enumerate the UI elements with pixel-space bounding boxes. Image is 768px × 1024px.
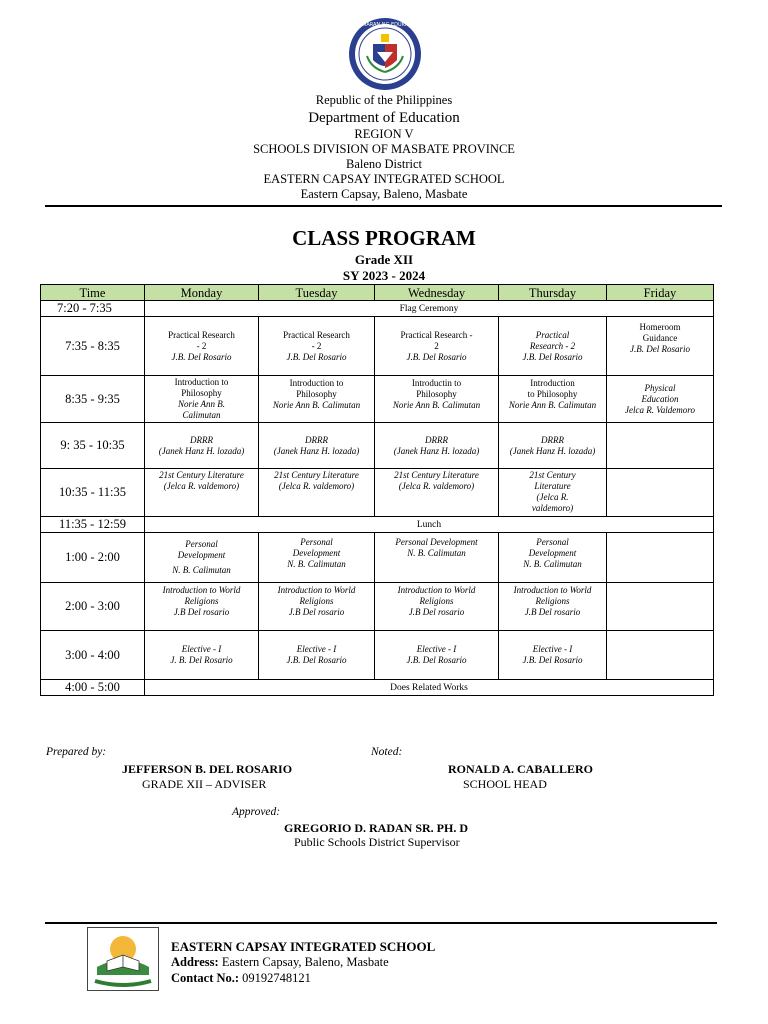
class-cell bbox=[145, 533, 259, 583]
subject-name: Personal bbox=[185, 539, 218, 549]
teacher-name: J.B Del rosario bbox=[288, 607, 345, 617]
subject-name: Personal bbox=[536, 537, 569, 547]
teacher-name: N. B. Calimutan bbox=[287, 559, 346, 569]
teacher-name: J.B. Del Rosario bbox=[522, 655, 583, 665]
teacher-name: (Janek Hanz H. lozada) bbox=[158, 445, 245, 456]
subject-name-cont: Development bbox=[292, 548, 341, 558]
prepared-by-name: JEFFERSON B. DEL ROSARIO bbox=[122, 762, 293, 776]
time-cell: 7:35 - 8:35 bbox=[41, 317, 145, 376]
class-cell bbox=[375, 376, 499, 423]
subject-name-cont: Philosophy bbox=[181, 388, 222, 398]
district-line: Baleno District bbox=[345, 157, 423, 171]
time-cell: 8:35 - 9:35 bbox=[41, 376, 145, 423]
teacher-name: J.B Del rosario bbox=[408, 607, 465, 617]
subject-name: Personal bbox=[300, 537, 333, 547]
teacher-name: (Janek Hanz H. lozada) bbox=[393, 445, 480, 456]
table-row bbox=[41, 317, 714, 376]
contact-label: Contact No.: bbox=[171, 971, 240, 985]
subject-name: 21st Century bbox=[529, 470, 576, 480]
time-cell: 9: 35 - 10:35 bbox=[41, 423, 145, 469]
subject-name-cont: Guidance bbox=[642, 333, 678, 343]
school-year: SY 2023 - 2024 bbox=[342, 268, 426, 283]
teacher-name: Norie Ann B. Calimutan bbox=[272, 400, 361, 410]
subject-name-cont: Religions bbox=[299, 596, 334, 606]
subject-name-cont: Religions bbox=[184, 596, 219, 606]
class-cell bbox=[375, 469, 499, 517]
class-cell bbox=[145, 317, 259, 376]
table-row bbox=[41, 469, 714, 517]
table-row bbox=[41, 583, 714, 631]
class-cell bbox=[145, 423, 259, 469]
teacher-name: Norie Ann B. bbox=[177, 399, 226, 409]
teacher-name: Norie Ann B. Calimutan bbox=[392, 400, 481, 410]
class-schedule-table bbox=[40, 284, 714, 696]
class-cell bbox=[499, 317, 607, 376]
class-cell bbox=[259, 583, 375, 631]
noted-role: SCHOOL HEAD bbox=[463, 777, 547, 791]
subject-name-cont: - 2 bbox=[196, 340, 207, 351]
teacher-name: J.B. Del Rosario bbox=[522, 351, 583, 362]
teacher-name: J.B Del rosario bbox=[173, 607, 230, 617]
teacher-name-cont: valdemoro) bbox=[531, 503, 574, 513]
division-line: SCHOOLS DIVISION OF MASBATE PROVINCE bbox=[253, 142, 515, 156]
subject-name: Practical Research bbox=[168, 329, 235, 340]
school-line: EASTERN CAPSAY INTEGRATED SCHOOL bbox=[263, 172, 505, 186]
subject-name-cont: Research - 2 bbox=[529, 340, 576, 351]
subject-name: Personal Development bbox=[395, 537, 478, 547]
table-row bbox=[41, 423, 714, 469]
class-cell bbox=[499, 533, 607, 583]
subject-name: Introduction to World bbox=[277, 585, 356, 595]
location-line: Eastern Capsay, Baleno, Masbate bbox=[300, 187, 468, 201]
time-cell: 7:20 - 7:35 bbox=[41, 301, 145, 317]
class-cell bbox=[375, 583, 499, 631]
subject-name: Homeroom bbox=[639, 322, 681, 332]
teacher-name: (Janek Hanz H. lozada) bbox=[273, 445, 360, 456]
class-cell bbox=[499, 376, 607, 423]
school-logo bbox=[87, 927, 159, 991]
contact-value: 09192748121 bbox=[242, 971, 311, 985]
subject-name: Elective - I bbox=[532, 644, 573, 654]
subject-name-cont: Philosophy bbox=[416, 389, 457, 399]
table-row bbox=[41, 517, 714, 533]
subject-name: Practical Research - bbox=[400, 329, 473, 340]
table-row bbox=[41, 301, 714, 317]
class-cell bbox=[499, 583, 607, 631]
time-cell: 2:00 - 3:00 bbox=[41, 583, 145, 631]
subject-name: Practical bbox=[535, 329, 570, 340]
class-cell bbox=[145, 583, 259, 631]
subject-name: 21st Century Literature bbox=[394, 470, 479, 480]
teacher-name: (Jelca R. valdemoro) bbox=[278, 481, 355, 491]
subject-name: Practical Research bbox=[283, 329, 350, 340]
approved-name: GREGORIO D. RADAN SR. PH. D bbox=[284, 821, 469, 835]
teacher-name: J.B. Del Rosario bbox=[406, 655, 467, 665]
col-header-wednesday: Wednesday bbox=[375, 285, 499, 301]
prepared-by-label: Prepared by: bbox=[46, 746, 107, 758]
footer-contact bbox=[171, 971, 311, 986]
class-cell bbox=[145, 469, 259, 517]
empty-cell bbox=[607, 533, 714, 583]
subject-name-cont: 2 bbox=[434, 340, 439, 351]
subject-name-cont: Education bbox=[641, 393, 679, 404]
col-header-time: Time bbox=[41, 285, 145, 301]
approved-label: Approved: bbox=[232, 806, 281, 818]
deped-seal bbox=[347, 16, 423, 92]
subject-name: Introduction bbox=[530, 378, 575, 388]
header-divider bbox=[45, 205, 722, 207]
subject-name-cont: Development bbox=[177, 550, 226, 560]
subject-name-cont: - 2 bbox=[311, 340, 322, 351]
teacher-name: N. B. Calimutan bbox=[523, 559, 582, 569]
teacher-name: J.B. Del Rosario bbox=[630, 344, 690, 354]
col-header-friday: Friday bbox=[607, 285, 714, 301]
subject-name: 21st Century Literature bbox=[274, 470, 359, 480]
subject-name-cont: Religions bbox=[419, 596, 454, 606]
teacher-name: (Janek Hanz H. lozada) bbox=[509, 445, 596, 456]
table-row bbox=[41, 680, 714, 696]
subject-name: Physical bbox=[644, 382, 676, 393]
footer-divider bbox=[45, 922, 717, 924]
flag-ceremony-cell: Flag Ceremony bbox=[145, 301, 714, 317]
empty-cell bbox=[607, 469, 714, 517]
subject-name-cont: Literature bbox=[534, 481, 571, 491]
teacher-name: Norie Ann B. Calimutan bbox=[508, 400, 597, 410]
time-cell: 4:00 - 5:00 bbox=[41, 680, 145, 696]
department-name: Department of Education bbox=[308, 110, 460, 126]
empty-cell bbox=[607, 631, 714, 680]
class-cell bbox=[499, 423, 607, 469]
teacher-name: N. B. Calimutan bbox=[407, 548, 466, 558]
subject-name: DRRR bbox=[425, 434, 448, 445]
subject-name-cont: to Philosophy bbox=[527, 389, 578, 399]
subject-name-cont: Philosophy bbox=[296, 389, 337, 399]
class-cell bbox=[259, 423, 375, 469]
class-cell bbox=[607, 376, 714, 423]
teacher-name: J. B. Del Rosario bbox=[170, 655, 233, 665]
subject-name: Introduction to bbox=[289, 378, 344, 388]
table-row bbox=[41, 533, 714, 583]
class-cell bbox=[259, 631, 375, 680]
teacher-name: (Jelca R. bbox=[536, 492, 569, 502]
subject-name: 21st Century Literature bbox=[159, 470, 244, 480]
teacher-name: Jelca R. Valdemoro bbox=[625, 404, 695, 415]
subject-name: Elective - I bbox=[296, 644, 337, 654]
class-cell bbox=[499, 469, 607, 517]
col-header-tuesday: Tuesday bbox=[259, 285, 375, 301]
document-title: CLASS PROGRAM bbox=[292, 226, 476, 250]
address-label: Address: bbox=[171, 955, 219, 969]
table-row bbox=[41, 376, 714, 423]
class-cell bbox=[607, 317, 714, 376]
time-cell: 10:35 - 11:35 bbox=[41, 469, 145, 517]
subject-name: Elective - I bbox=[416, 644, 457, 654]
subject-name: DRRR bbox=[541, 434, 564, 445]
teacher-name: (Jelca R. valdemoro) bbox=[398, 481, 475, 491]
class-cell bbox=[259, 317, 375, 376]
address-value: Eastern Capsay, Baleno, Masbate bbox=[221, 955, 389, 969]
subject-name-cont: Development bbox=[528, 548, 577, 558]
footer-school-name: EASTERN CAPSAY INTEGRATED SCHOOL bbox=[171, 939, 436, 954]
class-cell bbox=[145, 631, 259, 680]
class-cell bbox=[375, 533, 499, 583]
subject-name: Introduction to bbox=[174, 377, 229, 387]
class-cell bbox=[145, 376, 259, 423]
class-cell bbox=[375, 317, 499, 376]
col-header-monday: Monday bbox=[145, 285, 259, 301]
prepared-by-role: GRADE XII – ADVISER bbox=[142, 777, 267, 791]
teacher-name: J.B. Del Rosario bbox=[406, 351, 467, 362]
republic-line: Republic of the Philippines bbox=[315, 93, 453, 107]
subject-name: Elective - I bbox=[181, 644, 222, 654]
time-cell: 1:00 - 2:00 bbox=[41, 533, 145, 583]
class-cell bbox=[259, 376, 375, 423]
subject-name-cont: Religions bbox=[535, 596, 570, 606]
region-line: REGION V bbox=[354, 127, 414, 141]
class-cell bbox=[375, 423, 499, 469]
teacher-name: N. B. Calimutan bbox=[172, 565, 231, 575]
svg-text:KAGAWARAN NG EDUKASYON: KAGAWARAN NG EDUKASYON bbox=[348, 22, 422, 28]
class-cell bbox=[499, 631, 607, 680]
approved-role: Public Schools District Supervisor bbox=[294, 835, 460, 849]
noted-name: RONALD A. CABALLERO bbox=[448, 762, 594, 776]
footer-address bbox=[171, 955, 389, 970]
subject-name: Introduction to World bbox=[397, 585, 476, 595]
table-header-row bbox=[41, 285, 714, 301]
teacher-name: J.B. Del Rosario bbox=[286, 655, 347, 665]
subject-name: Introduction to World bbox=[162, 585, 241, 595]
col-header-thursday: Thursday bbox=[499, 285, 607, 301]
subject-name: Introductin to bbox=[411, 378, 462, 388]
teacher-name: J.B. Del Rosario bbox=[286, 351, 347, 362]
subject-name: DRRR bbox=[190, 434, 213, 445]
table-row bbox=[41, 631, 714, 680]
empty-cell bbox=[607, 583, 714, 631]
lunch-cell: Lunch bbox=[145, 517, 714, 533]
teacher-name: (Jelca R. valdemoro) bbox=[163, 481, 240, 491]
grade-label: Grade XII bbox=[354, 252, 414, 267]
teacher-name: J.B. Del Rosario bbox=[171, 351, 232, 362]
time-cell: 3:00 - 4:00 bbox=[41, 631, 145, 680]
teacher-name-cont: Calimutan bbox=[182, 410, 221, 420]
empty-cell bbox=[607, 423, 714, 469]
subject-name: Introduction to World bbox=[513, 585, 592, 595]
subject-name: DRRR bbox=[305, 434, 328, 445]
teacher-name: J.B Del rosario bbox=[524, 607, 581, 617]
class-cell bbox=[375, 631, 499, 680]
noted-label: Noted: bbox=[371, 746, 403, 758]
class-cell bbox=[259, 533, 375, 583]
class-cell bbox=[259, 469, 375, 517]
related-works-cell: Does Related Works bbox=[145, 680, 714, 696]
time-cell: 11:35 - 12:59 bbox=[41, 517, 145, 533]
